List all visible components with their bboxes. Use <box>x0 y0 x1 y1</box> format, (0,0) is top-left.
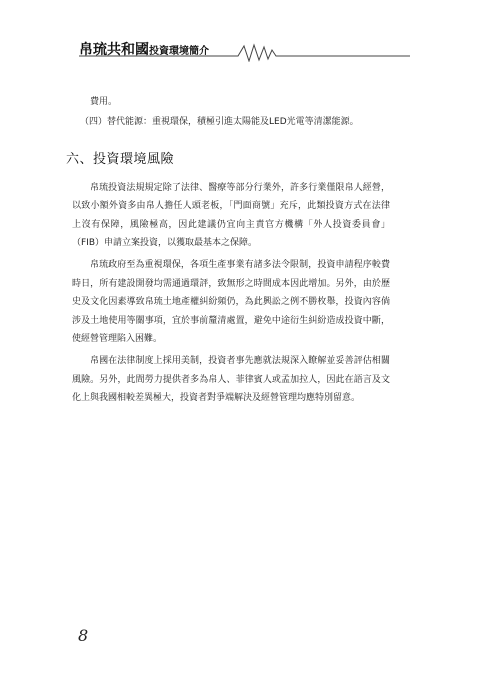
page-number: 8 <box>78 626 89 645</box>
paragraph-3: 帛國在法律制度上採用美制，投資者事先應就法規深入瞭解並妥善評估相關風險。另外，此間勞力提供者多為帛人、菲律賓人或孟加拉人，因此在語言及文化上與我國相較差異極大，投資者對爭端解決及經營管理均應特別留意。 <box>72 356 390 404</box>
list-item-alternative-energy: （四）替代能源：重視環保，積極引進太陽能及LED光電等清潔能源。 <box>80 117 359 128</box>
header-heartbeat-line <box>0 38 480 62</box>
page-content <box>66 93 390 408</box>
running-header <box>0 38 480 62</box>
section-heading: 六、投資環境風險 <box>66 151 175 167</box>
header-title-sub: 投資環境簡介 <box>149 46 209 57</box>
header-title-main: 帛琉共和國 <box>79 42 149 58</box>
paragraph-2: 帛琉政府至為重視環保，各項生產事業有諸多法令限制，投資申請程序較費時日，所有建設開發均需通過環評，致無形之時間成本因此增加。另外，由於歷史及文化因素導致帛琉土地產權糾紛頻仍，為此興訟之例不勝枚舉，投資內容倘涉及土地使用等關事項，宜於事前釐清處置，避免中途衍生糾紛造成投資中斷，使經營管理陷入困難。 <box>72 260 390 345</box>
continued-line: 費用。 <box>90 97 118 107</box>
paragraph-1: 帛琉投資法規規定除了法律、醫療等部分行業外，許多行業僅限帛人經營，以致小額外資多由帛人擔任人頭老板，「門面商號」充斥，此類投資方式在法律上沒有保障，風險極高，因此建議仍宜向主責官方機構「外人投資委員會」（FIB）申請立案投資，以獲取最基本之保障。 <box>72 182 390 249</box>
header-title <box>79 39 209 59</box>
